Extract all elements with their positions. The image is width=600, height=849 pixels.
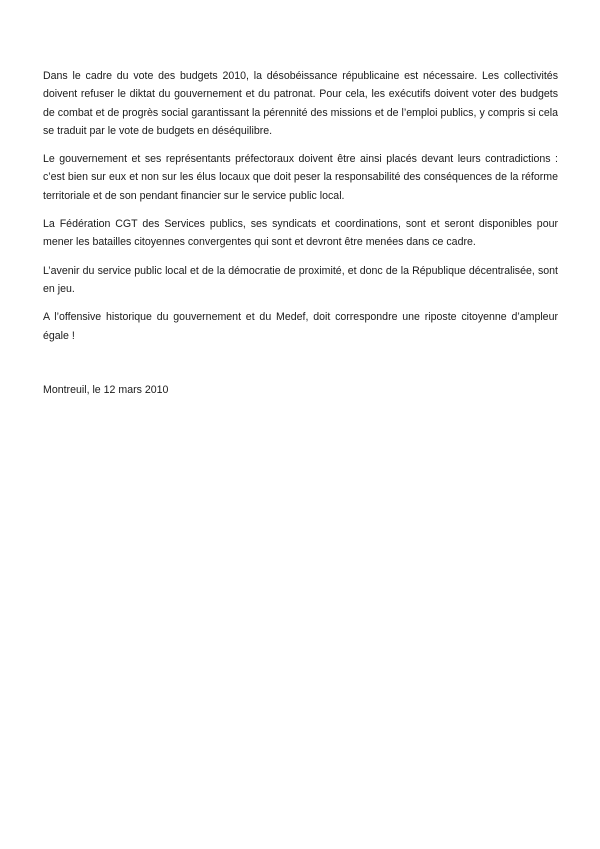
paragraph-government-contradictions: Le gouvernement et ses représentants préfectoraux doivent être ainsi placés devant leurs contradictions : c’est bien sur eux et non sur les élus locaux que doit peser la responsabilité des conséquences de la réforme territoriale et de son pendant financier sur le service public local. bbox=[43, 153, 558, 202]
paragraph-citizen-response: A l’offensive historique du gouvernement et du Medef, doit correspondre une riposte citoyenne d’ampleur égale ! bbox=[43, 311, 558, 342]
paragraph-public-service-future: L’avenir du service public local et de la démocratie de proximité, et donc de la République décentralisée, sont en jeu. bbox=[43, 264, 558, 295]
paragraph-budget-vote: Dans le cadre du vote des budgets 2010, la désobéissance républicaine est nécessaire. Les collectivités doivent refuser le diktat du gouvernement et du patronat. Pour cela, les exécutifs doivent voter des budgets de combat et de progrès social garantissant la pérennité des missions et de l’emploi publics, y compris si cela se traduit par le vote de budgets en déséquilibre. bbox=[43, 70, 558, 137]
signoff-place-date: Montreuil, le 12 mars 2010 bbox=[43, 383, 169, 396]
document-body bbox=[43, 67, 558, 409]
paragraph-cgt-federation: La Fédération CGT des Services publics, ses syndicats et coordinations, sont et seront disponibles pour mener les batailles citoyennes convergentes qui sont et devront être menées dans ce cadre. bbox=[43, 218, 558, 249]
